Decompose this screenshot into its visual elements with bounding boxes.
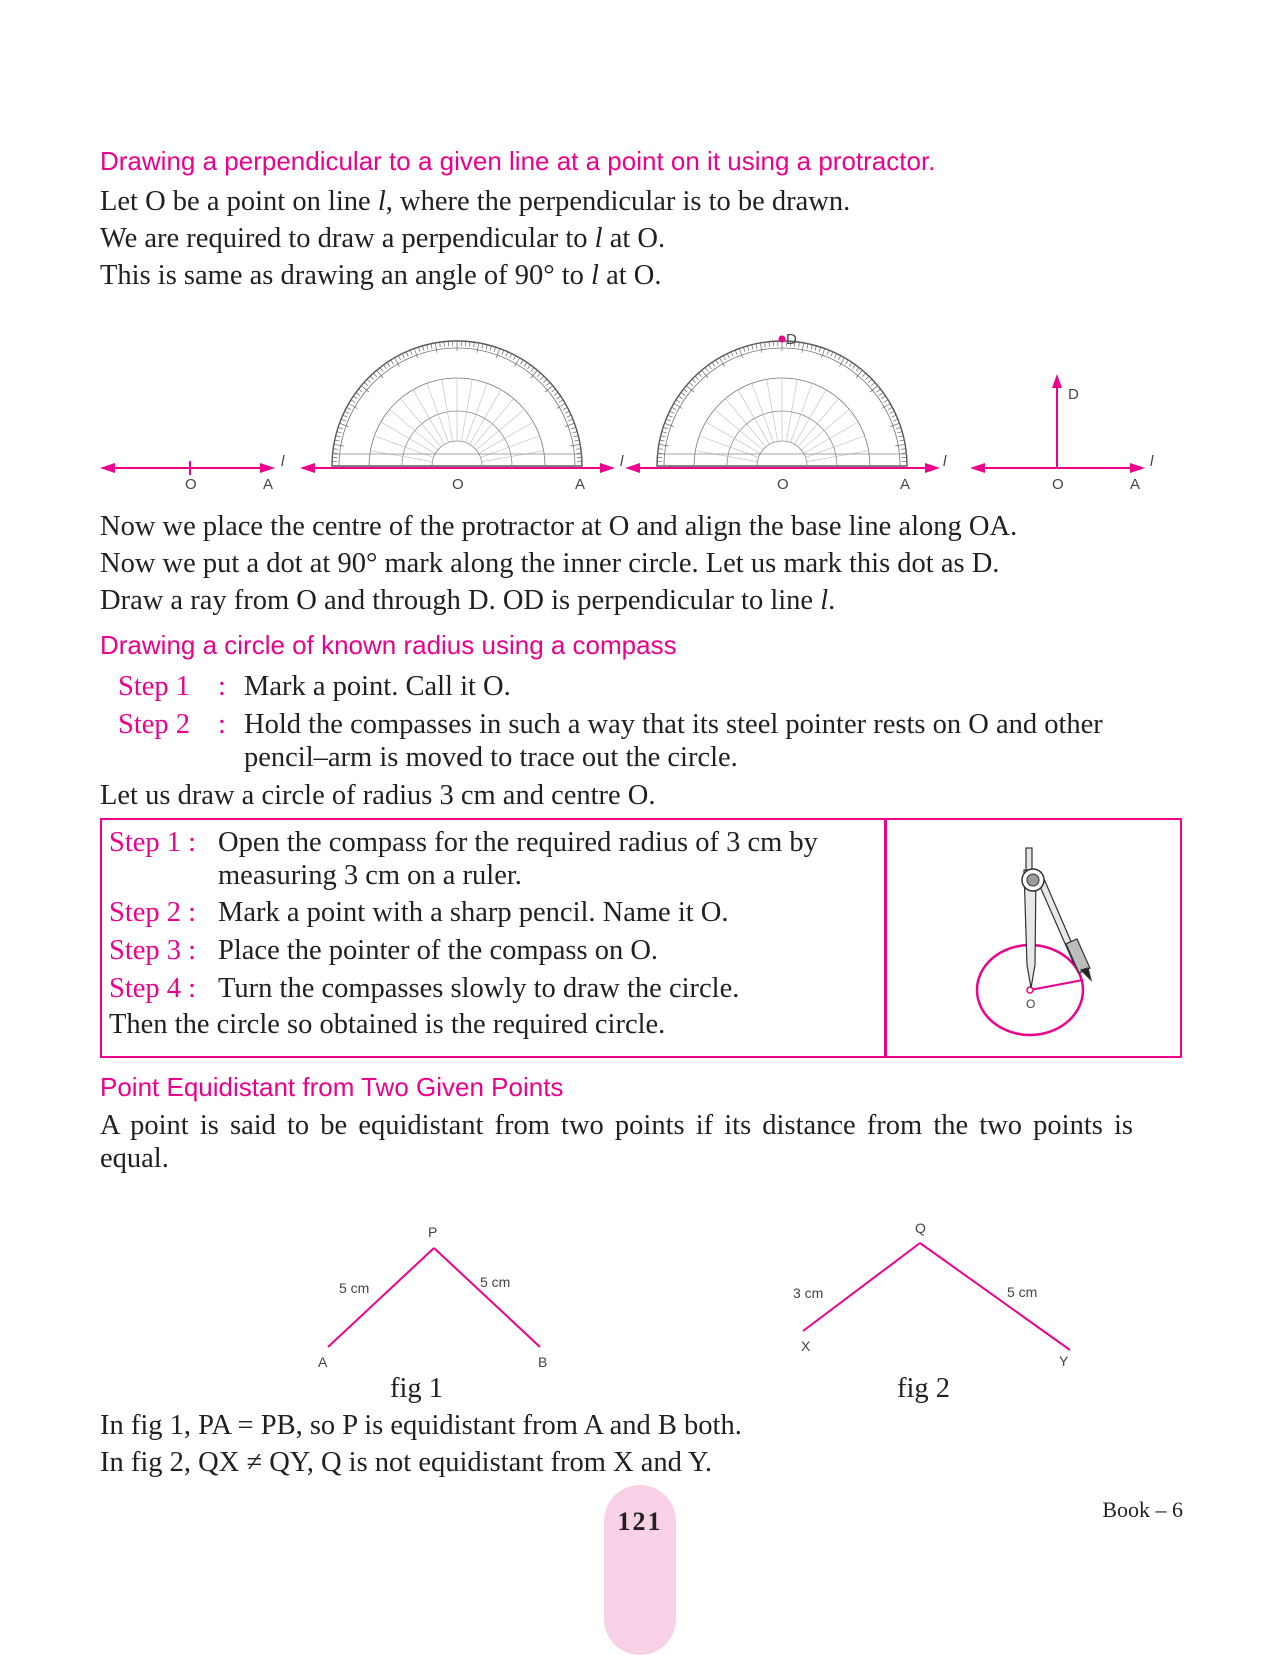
length-qy: 5 cm [1007, 1284, 1038, 1300]
label-q: Q [915, 1220, 926, 1236]
perpendicular-construction-figure [0, 320, 1281, 500]
label-b: B [538, 1354, 548, 1370]
step-colon: : [218, 671, 226, 702]
figure-2 [793, 1220, 1070, 1369]
equidistant-figures [0, 1205, 1281, 1375]
length-qx: 3 cm [793, 1285, 824, 1301]
step-1 [118, 670, 511, 703]
note-fig1: In fig 1, PA = PB, so P is equidistant from A and B both. [100, 1410, 742, 1441]
label-a: A [900, 476, 911, 493]
fig1-caption: fig 1 [390, 1373, 444, 1404]
length-pb: 5 cm [480, 1274, 511, 1290]
step-colon: : [218, 709, 226, 740]
label-d: D [786, 331, 797, 348]
section-heading-equidistant: Point Equidistant from Two Given Points [100, 1072, 564, 1102]
box-step-4: Step 4 : Turn the compasses slowly to draw the circle. [109, 973, 740, 1004]
after-line-2: Now we put a dot at 90° mark along the inner circle. Let us mark this dot as D. [100, 548, 1000, 579]
step-2 [118, 708, 1103, 741]
label-d: D [1068, 386, 1079, 403]
intro-line-2: We are required to draw a perpendicular to l at O. [100, 223, 666, 254]
label-a: A [1130, 476, 1141, 493]
label-l: l [281, 453, 285, 470]
label-p: P [428, 1224, 438, 1240]
fig-step1 [100, 453, 285, 493]
section-heading-circle: Drawing a circle of known radius using a compass [100, 630, 677, 660]
intro-line-3: This is same as drawing an angle of 90° to l at O. [100, 260, 662, 291]
label-l: l [1150, 453, 1154, 470]
compass-centre-label: O [1026, 997, 1036, 1011]
label-y: Y [1059, 1353, 1069, 1369]
label-o: O [185, 476, 197, 493]
note-fig2: In fig 2, QX ≠ QY, Q is not equidistant from X and Y. [100, 1447, 712, 1478]
label-l: l [943, 453, 947, 470]
label-l: l [620, 453, 624, 470]
circle-lead: Let us draw a circle of radius 3 cm and centre O. [100, 780, 656, 811]
steps-box [100, 818, 1182, 1058]
fig-step4 [970, 374, 1154, 493]
step-text: Hold the compasses in such a way that its steel pointer rests on O and other [244, 709, 1103, 740]
book-reference: Book – 6 [1102, 1497, 1183, 1522]
label-a: A [575, 476, 586, 493]
step-label: Step 2 [118, 709, 191, 740]
box-step-3: Step 3 : Place the pointer of the compass on O. [109, 935, 659, 966]
definition-line-2: equal. [100, 1143, 169, 1174]
box-step-1-continued: measuring 3 cm on a ruler. [218, 860, 522, 891]
box-step-2: Step 2 : Mark a point with a sharp pencil. Name it O. [109, 897, 729, 928]
figure-1 [318, 1224, 547, 1370]
length-pa: 5 cm [339, 1280, 370, 1296]
fig2-caption: fig 2 [897, 1373, 951, 1404]
point-d [779, 336, 786, 343]
step-text: Mark a point. Call it O. [244, 671, 511, 702]
box-step-1: Step 1 : Open the compass for the required radius of 3 cm by [109, 827, 818, 858]
after-line-1: Now we place the centre of the protractor at O and align the base line along OA. [100, 511, 1018, 542]
fig-step2 [300, 341, 624, 493]
page-number: 121 [617, 1507, 663, 1536]
label-x: X [801, 1338, 811, 1354]
step-label: Step 1 [118, 671, 191, 702]
label-a: A [318, 1354, 328, 1370]
intro-line-1: Let O be a point on line l, where the perpendicular is to be drawn. [100, 186, 851, 217]
section-heading-perpendicular: Drawing a perpendicular to a given line at a point on it using a protractor. [100, 146, 936, 176]
box-conclusion: Then the circle so obtained is the required circle. [109, 1009, 666, 1040]
fig-step3 [625, 331, 947, 493]
after-line-3: Draw a ray from O and through D. OD is perpendicular to line l. [100, 585, 836, 616]
compass-drawing [887, 820, 1182, 1058]
label-o: O [452, 476, 464, 493]
label-o: O [1052, 476, 1064, 493]
label-o: O [777, 476, 789, 493]
step-2-continued: pencil–arm is moved to trace out the circle. [244, 742, 738, 773]
definition-line-1: A point is said to be equidistant from two points if its distance from the two points is [100, 1110, 1133, 1141]
label-a: A [263, 476, 274, 493]
